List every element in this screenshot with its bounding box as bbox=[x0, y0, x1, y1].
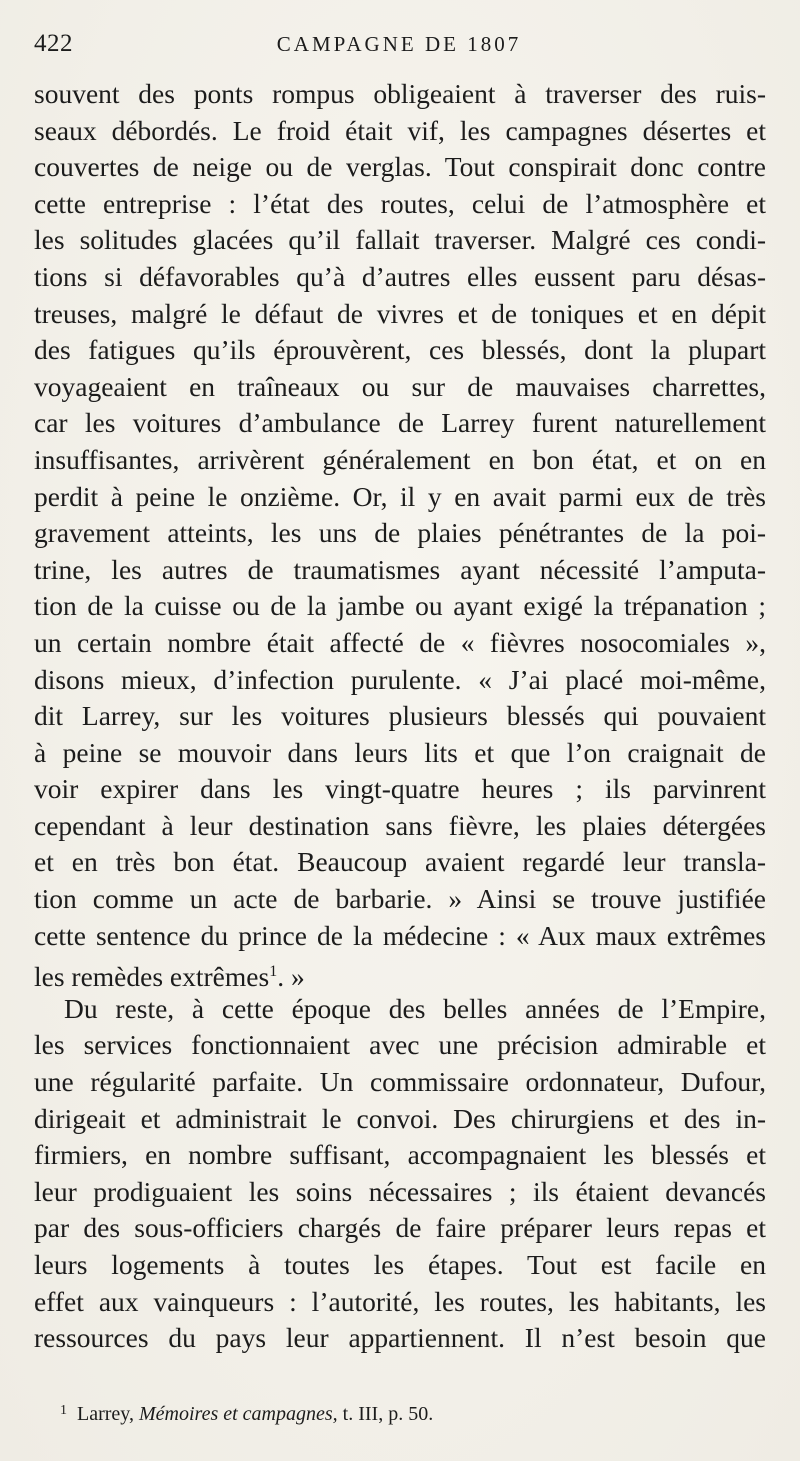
text-line: dit Larrey, sur les voitures plusieurs blessés qui pouvaient bbox=[34, 700, 766, 732]
text-line: des fatigues qu’ils éprouvèrent, ces blessés, dont la plupart bbox=[34, 334, 766, 366]
text-line: leurs logements à toutes les étapes. Tout est facile en bbox=[34, 1249, 766, 1280]
text-line: ressources du pays leur appartiennent. Il n’est besoin que bbox=[34, 1322, 766, 1354]
page-number: 422 bbox=[34, 30, 73, 57]
text-fragment: les remèdes extrêmes bbox=[34, 961, 270, 993]
paragraph-2 bbox=[34, 991, 766, 1357]
text-fragment: . » bbox=[277, 961, 305, 993]
text-line: par des sous-officiers chargés de faire préparer leurs repas et bbox=[34, 1212, 766, 1244]
text-line: trine, les autres de traumatismes ayant nécessité l’amputa- bbox=[34, 553, 766, 585]
text-line: dirigeait et administrait le convoi. Des chirurgiens et des in- bbox=[34, 1102, 766, 1134]
text-line: car les voitures d’ambulance de Larrey furent naturellement bbox=[34, 407, 766, 439]
text-line: disons mieux, d’infection purulente. « J’ai placé moi-même, bbox=[34, 663, 766, 695]
text-line: couvertes de neige ou de verglas. Tout conspirait donc contre bbox=[34, 151, 766, 183]
text-line: tion comme un acte de barbarie. » Ainsi se trouve justifiée bbox=[34, 883, 766, 915]
text-line: firmiers, en nombre suffisant, accompagnaient les blessés et bbox=[34, 1139, 766, 1171]
footnote-author: Larrey, bbox=[77, 1403, 134, 1425]
paragraph-1 bbox=[34, 76, 766, 991]
text-line: cependant à leur destination sans fièvre, les plaies détergées bbox=[34, 809, 766, 841]
text-line: insuffisantes, arrivèrent généralement en bon état, et on en bbox=[34, 443, 766, 475]
footnote bbox=[60, 1403, 760, 1426]
text-line: voyageaient en traîneaux ou sur de mauvaises charrettes, bbox=[34, 370, 766, 402]
text-line: perdit à peine le onzième. Or, il y en avait parmi eux de très bbox=[34, 480, 766, 512]
text-line: Du reste, à cette époque des belles années de l’Empire, bbox=[64, 992, 766, 1024]
text-line: seaux débordés. Le froid était vif, les campagnes désertes et bbox=[34, 114, 766, 146]
text-line: cette sentence du prince de la médecine : « Aux maux extrêmes bbox=[34, 919, 766, 951]
text-line: cette entreprise : l’état des routes, celui de l’atmosphère et bbox=[34, 187, 766, 219]
footnote-ref: t. III, p. 50. bbox=[342, 1403, 434, 1425]
text-line: effet aux vainqueurs : l’autorité, les routes, les habitants, les bbox=[34, 1285, 766, 1317]
text-line: treuses, malgré le défaut de vivres et de toniques et en dépit bbox=[34, 297, 766, 329]
running-title: CAMPAGNE DE 1807 bbox=[276, 32, 522, 56]
footnote-mark: 1 bbox=[60, 1403, 67, 1418]
text-line-last bbox=[34, 954, 766, 991]
text-line: gravement atteints, les uns de plaies pénétrantes de la poi- bbox=[34, 517, 766, 549]
text-line: une régularité parfaite. Un commissaire ordonnateur, Dufour, bbox=[34, 1066, 766, 1098]
text-line: à peine se mouvoir dans leurs lits et que l’on craignait de bbox=[34, 736, 766, 768]
text-line: les solitudes glacées qu’il fallait traverser. Malgré ces condi- bbox=[34, 224, 766, 256]
text-line: un certain nombre était affecté de « fièvres nosocomiales », bbox=[34, 626, 766, 658]
text-line: voir expirer dans les vingt-quatre heures ; ils parvinrent bbox=[34, 773, 766, 805]
text-line: tion de la cuisse ou de la jambe ou ayant exigé la trépanation ; bbox=[34, 590, 766, 622]
text-line: les services fonctionnaient avec une précision admirable et bbox=[34, 1029, 766, 1061]
page-header bbox=[34, 26, 764, 66]
footnote-title: Mémoires et campagnes, bbox=[139, 1403, 338, 1425]
body-text bbox=[34, 76, 766, 1357]
text-line: et en très bon état. Beaucoup avaient regardé leur transla- bbox=[34, 846, 766, 878]
footnote-reference[interactable]: 1 bbox=[269, 963, 278, 981]
text-line: tions si défavorables qu’à d’autres elles eussent paru désas- bbox=[34, 260, 766, 292]
text-line: leur prodiguaient les soins nécessaires ; ils étaient devancés bbox=[34, 1175, 766, 1207]
text-line: souvent des ponts rompus obligeaient à traverser des ruis- bbox=[34, 78, 766, 109]
